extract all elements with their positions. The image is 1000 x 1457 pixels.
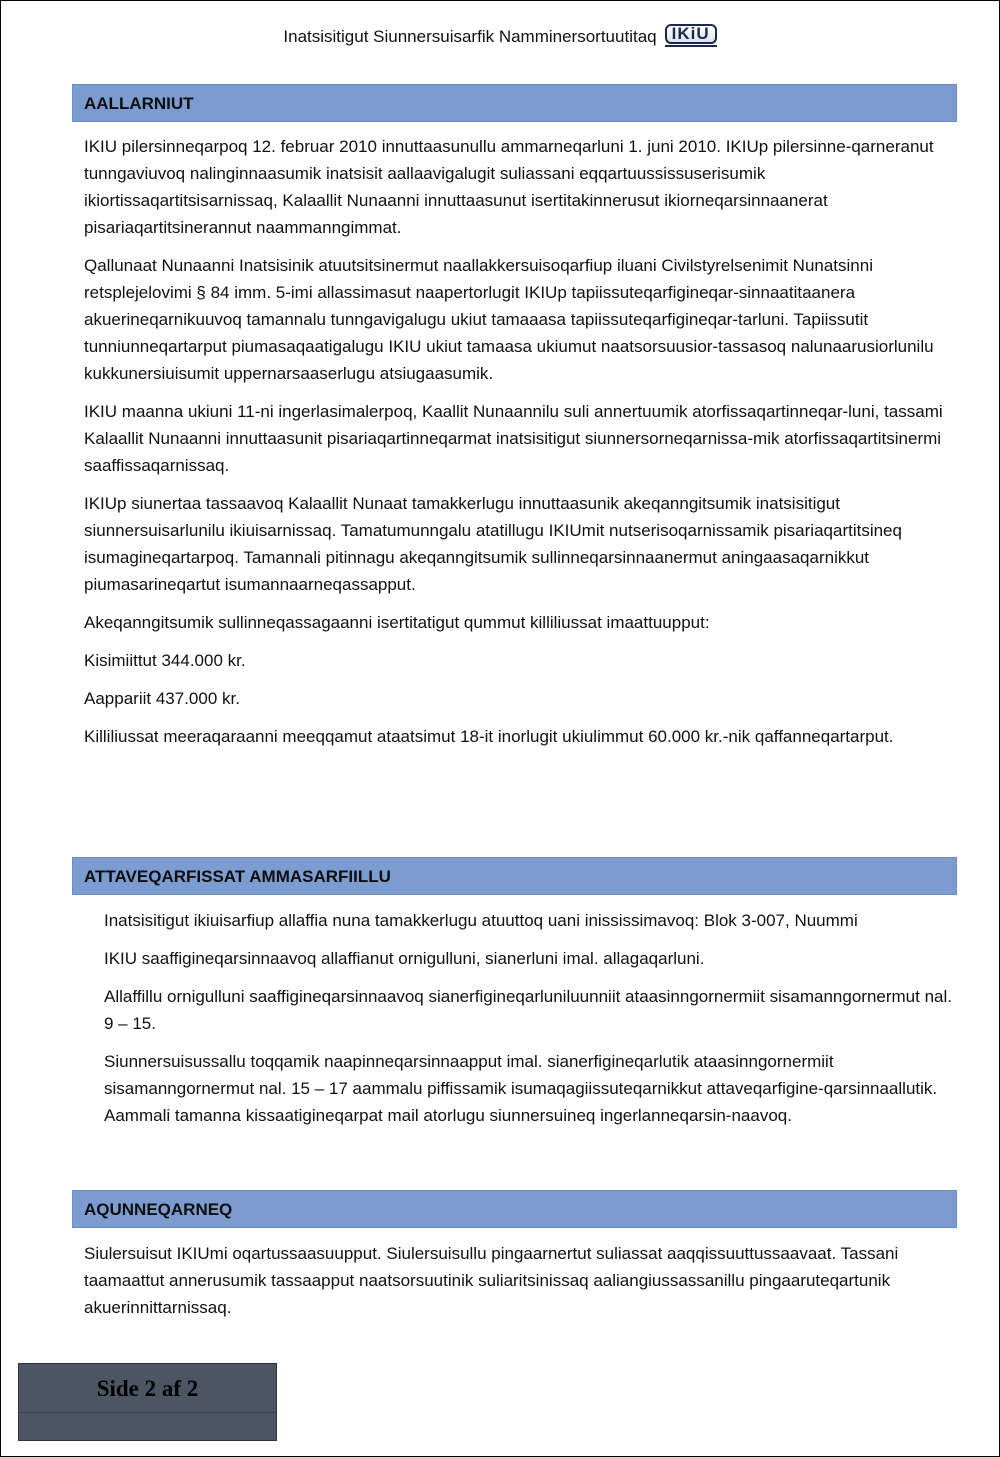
section-heading-aqunneqarneq: AQUNNEQARNEQ (72, 1190, 957, 1228)
paragraph: Killiliussat meeraqaraanni meeqqamut ataatsimut 18-it inorlugit ukiulimmut 60.000 kr.-nik qaffanneqartarput. (84, 727, 894, 746)
section-heading-attaveqarfissat: ATTAVEQARFISSAT AMMASARFIILLU (72, 857, 957, 895)
paragraph: Kisimiittut 344.000 kr. (84, 651, 246, 670)
ikiu-logo (665, 24, 717, 44)
paragraph: IKIUp siunertaa tassaavoq Kalaallit Nunaat tamakkerlugu innuttaasunik akeqanngitsumik inatsisitigut siunnersuisarlunilu ikiuisarnissaq. Tamatumunngalu atatillugu IKIUmit nutserisoqarnissamik pisariaqartitsineq isumagineqartarpoq. Tamannali pitinnagu akeqanngitsumik sullinneqarsinnaanermut aningaasaqarnikkut piumasarineqartut isumannaarneqassapput. (84, 494, 902, 594)
paragraph: Aappariit 437.000 kr. (84, 689, 240, 708)
paragraph: Akeqanngitsumik sullinneqassagaanni isertitatigut qummut killiliussat imaattuupput: (84, 613, 710, 632)
paragraph: IKIU saaffigineqarsinnaavoq allaffianut ornigulluni, sianerluni imal. allagaqarluni. (104, 949, 705, 968)
page-header (1, 24, 999, 47)
paragraph: Siulersuisut IKIUmi oqartussaasuupput. Siulersuisullu pingaarnertut suliassat aaqqissuuttussaavaat. Tassani taamaattut annerusumik tassaapput naatsorsuutinik suliaritsinissaq aaliangiussassanillu pingaaruteqartunik akuerinnittarnissaq. (84, 1244, 899, 1317)
section-heading-aallarniut: AALLARNIUT (72, 84, 957, 122)
page-number-box (18, 1363, 277, 1441)
paragraph: Inatsisitigut ikiuisarfiup allaffia nuna tamakkerlugu atuuttoq uani inississimavoq: Blok 3-007, Nuummi (104, 911, 858, 930)
paragraph: IKIU pilersinneqarpoq 12. februar 2010 innuttaasunullu ammarneqarluni 1. juni 2010. IKIUp pilersinne-qarneranut tunngaviuvoq nalinginnaasumik inatsisit aallaavigalugit suliassani eqqartuussissuserisumik ikiortissaqartitsisarnissaq, Kalaallit Nunaanni innuttaasunut isertitakinnerusut ikiorneqarsinnaanerat pisariaqartitsinerannut naammanngimmat. (84, 137, 934, 237)
logo-text: IKiU (671, 24, 710, 43)
section-body-aallarniut (84, 133, 954, 761)
page-number-label: Side 2 af 2 (96, 1376, 199, 1401)
paragraph: Qallunaat Nunaanni Inatsisinik atuutsitsinermut naallakkersuisoqarfiup iluani Civilstyrelsenimit Nunatsinni retsplejelovimi § 84 imm. 5-imi allassimasut naapertorlugit IKIUp tapiissuteqarfigineqar-sinnaatitaanera akuerineqarnikuuvoq tamannalu tunngavigalugu ukiut tamaaasa tapiissuteqarfigineqar-tarluni. Tapiissutit tunniunneqartarput piumasaqaatigalugu IKIU ukiut tamaasa ukiumut naatsorsuusior-tassasoq nalunaarusiorlunilu kukkunersiuisumit uppernarsaaserlugu atsiugaasumik. (84, 256, 934, 383)
header-title: Inatsisitigut Siunnersuisarfik Namminersortuutitaq (283, 27, 657, 46)
paragraph: Allaffillu ornigulluni saaffigineqarsinnaavoq sianerfigineqarluniluunniit ataasinngornermiit sisamanngornermut nal. 9 – 15. (104, 987, 952, 1033)
paragraph: Siunnersuisussallu toqqamik naapinneqarsinnaapput imal. sianerfigineqarlutik ataasinngornermiit sisamanngornermut nal. 15 – 17 aammalu piffissamik isumaqagiissuteqarnikkut attaveqarfigine-qarsinnaallutik. Aammali tamanna kissaatigineqarpat mail atorlugu siunnersuineq ingerlanneqarsin-naavoq. (104, 1052, 938, 1125)
section-body-aqunneqarneq (84, 1240, 954, 1332)
section-body-attaveqarfissat (104, 907, 954, 1140)
paragraph: IKIU maanna ukiuni 11-ni ingerlasimalerpoq, Kaallit Nunaannilu suli annertuumik atorfissaqartinneqar-luni, tassami Kalaallit Nunaanni innuttaasunit pisariaqartinneqarmat inatsisitigut siunnersorneqarnissa-mik atorfissaqartitsinermi saaffissaqarnissaq. (84, 402, 943, 475)
